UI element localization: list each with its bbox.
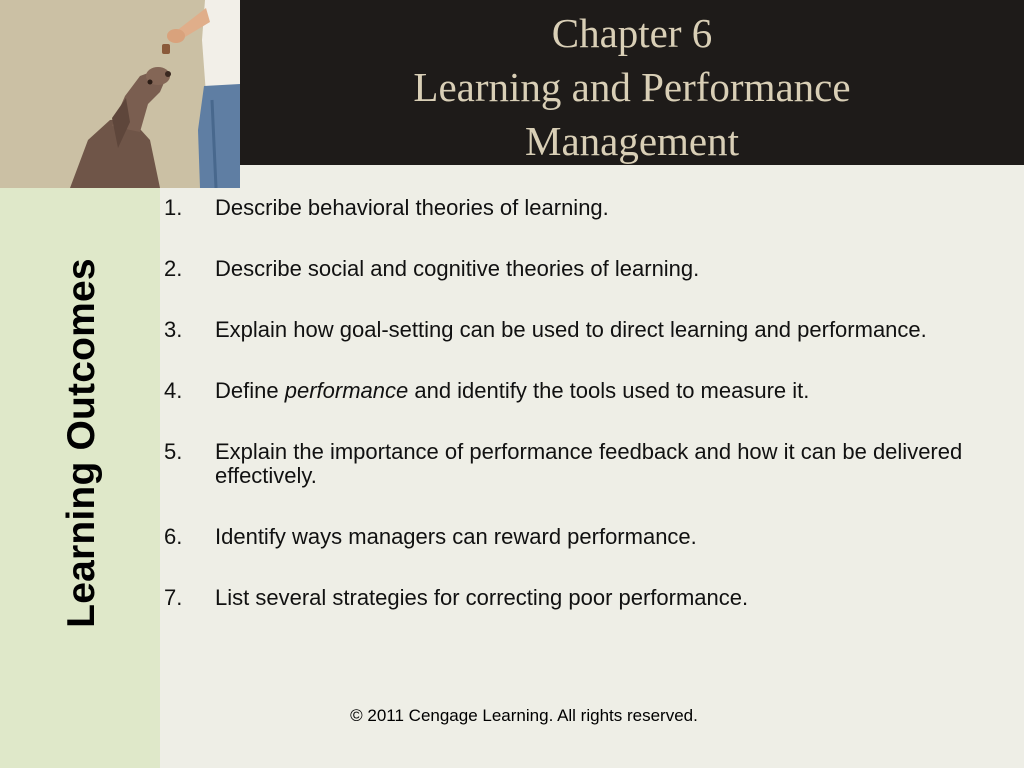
title-line-1: Chapter 6 <box>551 10 713 56</box>
item-number: 4. <box>164 378 183 403</box>
item-text: Identify ways managers can reward performance. <box>215 524 697 549</box>
list-item <box>164 318 984 342</box>
item-text-before: Define <box>215 378 285 403</box>
list-item <box>164 257 984 281</box>
copyright-footer: © 2011 Cengage Learning. All rights reserved. <box>350 706 698 725</box>
item-number: 5. <box>164 439 183 464</box>
list-item <box>164 440 984 488</box>
item-number: 6. <box>164 524 183 549</box>
title-line-3: Management <box>524 118 740 164</box>
item-number: 1. <box>164 195 183 220</box>
item-text: List several strategies for correcting poor performance. <box>215 585 749 610</box>
list-item <box>164 379 984 403</box>
title-band <box>240 0 1024 165</box>
outcomes-list <box>164 196 984 647</box>
list-item <box>164 586 984 610</box>
item-emphasis: performance <box>284 378 409 403</box>
item-number: 7. <box>164 585 183 610</box>
chapter-title <box>240 6 1024 168</box>
item-text-after: and identify the tools used to measure it. <box>408 378 810 403</box>
list-item <box>164 525 984 549</box>
list-item <box>164 196 984 220</box>
item-text: Describe social and cognitive theories of learning. <box>215 256 700 281</box>
item-text: Explain how goal-setting can be used to direct learning and performance. <box>215 317 927 342</box>
item-number: 2. <box>164 256 183 281</box>
learning-outcomes-label: Learning Outcomes <box>60 258 103 628</box>
dog-photo-illustration <box>0 0 240 188</box>
item-text: Describe behavioral theories of learning. <box>215 195 609 220</box>
dog-treat-photo <box>0 0 240 188</box>
title-line-2: Learning and Performance <box>413 64 851 110</box>
item-text: Explain the importance of performance feedback and how it can be delivered effectively. <box>215 439 963 488</box>
item-number: 3. <box>164 317 183 342</box>
